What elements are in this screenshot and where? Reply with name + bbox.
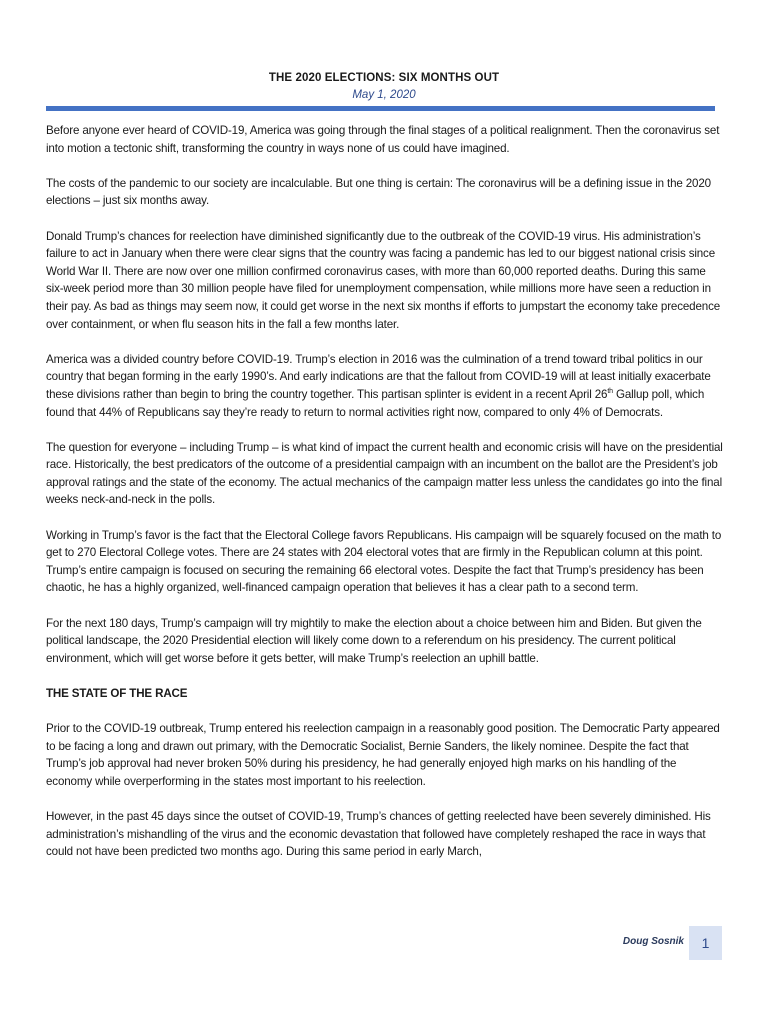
ordinal-suffix: th (607, 388, 613, 396)
paragraph: Before anyone ever heard of COVID-19, America was going through the final stages of a political realignment. Then the coronavirus set into motion a tectonic shift, transforming the country in ways none of us could have imagined. (46, 124, 720, 155)
paragraph-text: America was a divided country before COVID-19. Trump’s election in 2016 was the culmination of a trend toward tribal politics in our country that began forming in the early 1990’s. And early indications are that the fallout from COVID-19 will at least initially exacerbate these divisions rather than begin to bring the country together. This partisan splinter is evident in a recent April 26 (46, 352, 711, 401)
paragraph: However, in the past 45 days since the outset of COVID-19, Trump’s chances of getting reelected have been severely diminished. His administration’s mishandling of the virus and the economic devastation that followed have completely reshaped the race in ways that could not have been predicted two months ago. During this same period in early March, (46, 810, 711, 859)
section-heading: THE STATE OF THE RACE (46, 687, 188, 700)
document-date: May 1, 2020 (352, 89, 416, 101)
paragraph: Donald Trump’s chances for reelection have diminished significantly due to the outbreak of the COVID-19 virus. His administration’s failure to act in January when there were clear signs that the country was facing a pandemic has led to our biggest national crisis since World War II. There are now over one million confirmed coronavirus cases, with more than 60,000 reported deaths. During this same six-week period more than 30 million people have filed for unemployment compensation, while millions more have seen a reduction in their pay. As bad as things may seem now, it could get worse in the next six months if efforts to jumpstart the economy take precedence over containment, or when flu season hits in the fall a few months later. (46, 229, 721, 331)
paragraph: The question for everyone – including Trump – is what kind of impact the current health and economic crisis will have on the presidential race. Historically, the best predicators of the outcome of a presidential campaign with an incumbent on the ballot are the President’s job approval ratings and the state of the economy. The actual mechanics of the campaign matter less unless the candidates go into the final weeks neck-and-neck in the polls. (46, 440, 723, 507)
document-title: THE 2020 ELECTIONS: SIX MONTHS OUT (268, 72, 500, 84)
paragraph: The costs of the pandemic to our society are incalculable. But one thing is certain: The coronavirus will be a defining issue in the 2020 elections – just six months away. (46, 176, 711, 208)
paragraph: Working in Trump’s favor is the fact that the Electoral College favors Republicans. His campaign will be squarely focused on the math to get to 270 Electoral College votes. There are 24 states with 204 electoral votes that are firmly in the Republican column at this point. Trump’s entire campaign is focused on securing the remaining 66 electoral votes. Despite the fact that Trump’s presidency has been chaotic, he has a highly organized, well-financed campaign operation that believes it has a clear path to a second term. (46, 528, 722, 595)
paragraph: For the next 180 days, Trump’s campaign will try mightily to make the election about a choice between him and Biden. But given the political landscape, the 2020 Presidential election will likely come down to a referendum on his presidency. The current political environment, which will get worse before it gets better, will make Trump’s reelection an uphill battle. (46, 616, 702, 665)
page-number: 1 (689, 926, 722, 960)
header-rule (46, 106, 715, 111)
paragraph-text: Gallup poll, which found that 44% of Republicans say they’re ready to return to normal activities right now, compared to only 4% of Democrats. (46, 387, 705, 419)
document-body (46, 122, 724, 879)
paragraph: Prior to the COVID-19 outbreak, Trump entered his reelection campaign in a reasonably good position. The Democratic Party appeared to be facing a long and drawn out primary, with the Democratic Socialist, Bernie Sanders, the likely nominee. Despite the fact that Trump’s job approval had never broken 50% during his presidency, he had generally enjoyed high marks on his handling of the economy while overperforming in the states most important to his reelection. (46, 722, 720, 788)
footer-author: Doug Sosnik (622, 936, 684, 947)
paragraph (46, 351, 724, 421)
